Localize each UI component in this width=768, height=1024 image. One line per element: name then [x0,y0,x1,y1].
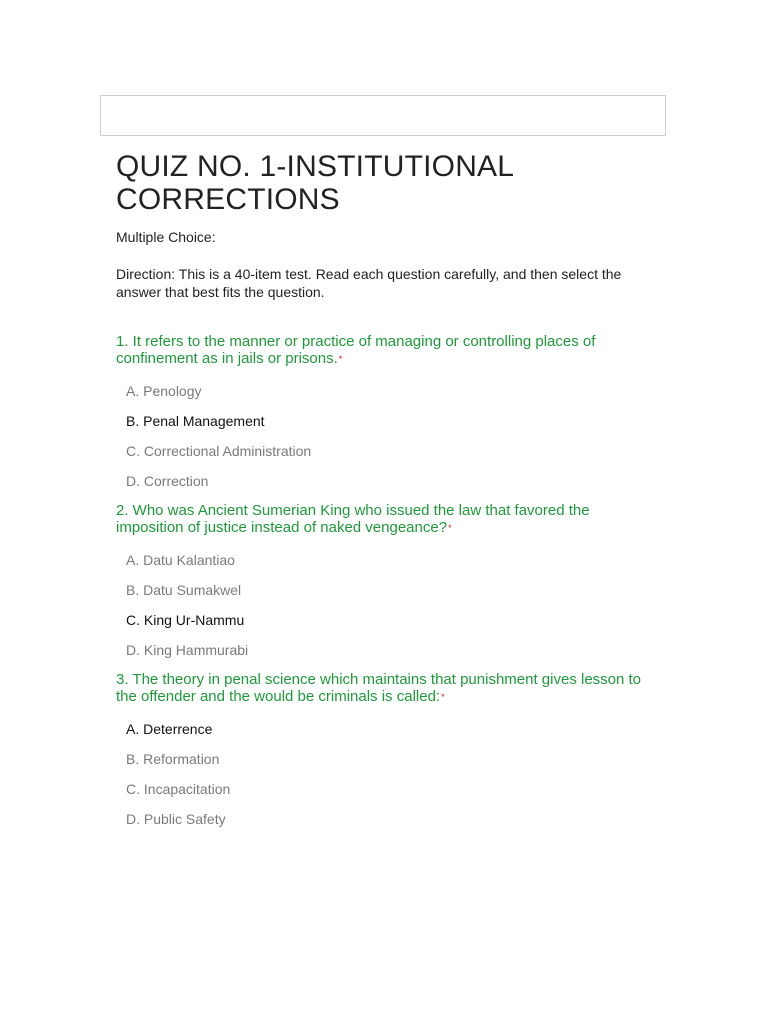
option-a[interactable]: A. Penology [126,383,202,399]
question-2 [116,502,656,659]
option-b[interactable]: B. Datu Sumakwel [126,582,242,598]
option-c[interactable]: C. Incapacitation [126,781,231,797]
required-marker: * [441,692,445,702]
required-marker: * [338,354,343,364]
option-a-selected[interactable]: A. Deterrence [126,721,213,737]
option-d[interactable]: D. King Hammurabi [126,642,249,658]
quiz-direction: Direction: This is a 40-item test. Read each question carefully, and then select the answer that best fits the question. [116,266,622,300]
required-marker: * [448,523,452,533]
option-d[interactable]: D. Correction [126,473,209,489]
question-3 [116,671,656,828]
option-c[interactable]: C. Correctional Administration [126,443,312,459]
question-1 [116,333,656,490]
page-title: QUIZ NO. 1-INSTITUTIONAL CORRECTIONS [116,150,514,216]
quiz-form [116,150,656,828]
option-d[interactable]: D. Public Safety [126,811,226,827]
quiz-subtitle: Multiple Choice: [116,229,216,245]
option-b[interactable]: B. Reformation [126,751,220,767]
question-text: 2. Who was Ancient Sumerian King who issued the law that favored the imposition of justice instead of naked vengeance?* [116,502,590,536]
option-b-selected[interactable]: B. Penal Management [126,413,265,429]
question-text: 3. The theory in penal science which maintains that punishment gives lesson to the offender and the would be criminals is called:* [116,671,642,705]
option-a[interactable]: A. Datu Kalantiao [126,552,235,568]
option-c-selected[interactable]: C. King Ur-Nammu [126,612,245,628]
question-text: 1. It refers to the manner or practice of managing or controlling places of confinement as in jails or prisons.* [116,333,596,367]
header-box [100,95,666,136]
